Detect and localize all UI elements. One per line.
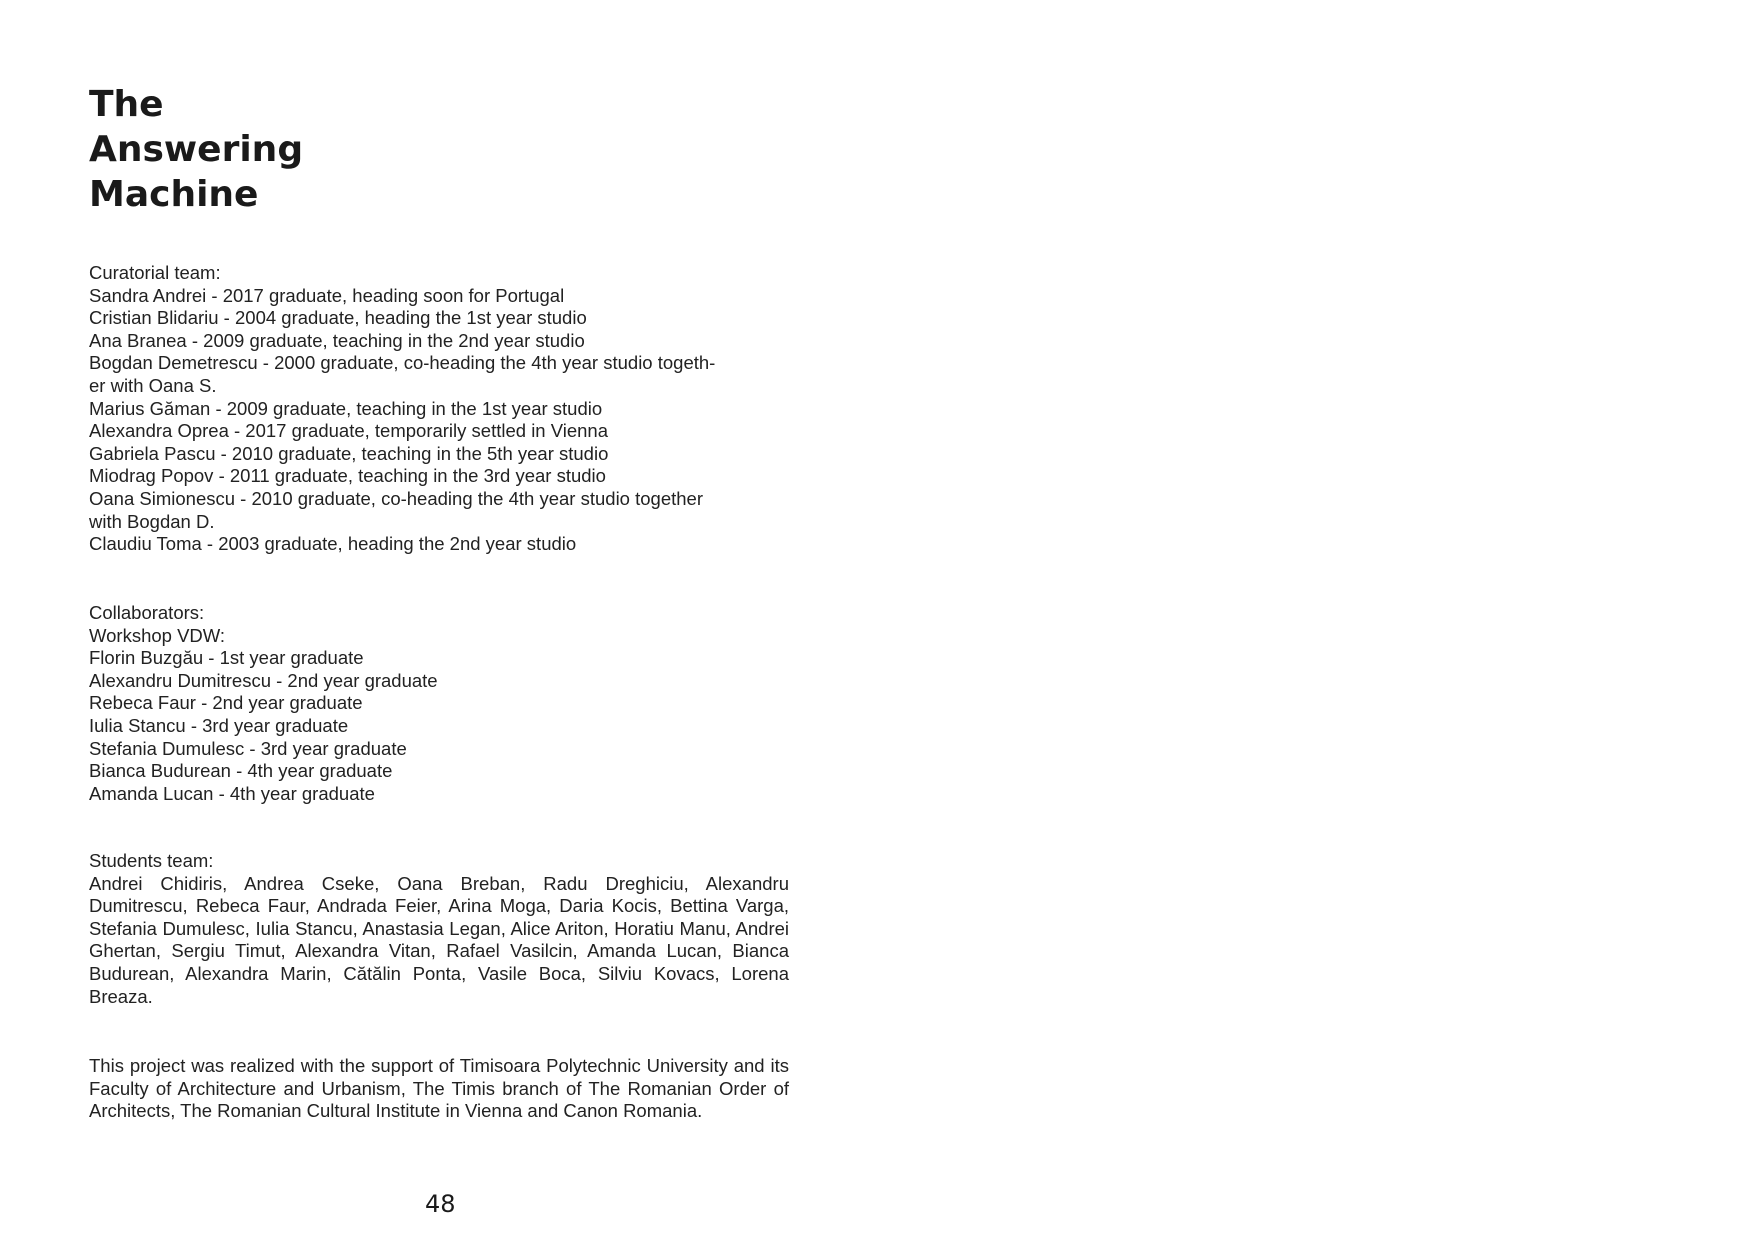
title-line-2: Answering [89,129,304,170]
support-paragraph: This project was realized with the support of Timisoara Polytechnic University and its Faculty of Architecture and Urbanism, The Timis branch of The Romanian Order of Architects, The Romanian Cultural Institute in Vienna and Canon Romania. [89,1055,789,1122]
curatorial-member: Oana Simionescu - 2010 graduate, co-heading the 4th year studio together [89,487,703,509]
curatorial-member: with Bogdan D. [89,510,215,532]
curatorial-member: Sandra Andrei - 2017 graduate, heading soon for Portugal [89,284,565,306]
collaborators-heading: Collaborators: [89,602,205,623]
support-section [89,1055,789,1123]
students-heading: Students team: [89,850,214,871]
curatorial-member: Gabriela Pascu - 2010 graduate, teaching in the 5th year studio [89,442,609,464]
collaborator-member: Amanda Lucan - 4th year graduate [89,782,375,804]
title-line-1: The [89,84,164,125]
page-title [89,82,303,217]
curatorial-member: Cristian Blidariu - 2004 graduate, heading the 1st year studio [89,307,587,329]
curatorial-member: Ana Branea - 2009 graduate, teaching in the 2nd year studio [89,329,585,351]
collaborator-member: Florin Buzgău - 1st year graduate [89,647,364,669]
curatorial-member: Alexandra Oprea - 2017 graduate, temporarily settled in Vienna [89,420,609,442]
collaborator-member: Rebeca Faur - 2nd year graduate [89,692,363,714]
collaborators-section [89,602,789,805]
curatorial-member: Claudiu Toma - 2003 graduate, heading the 2nd year studio [89,533,577,555]
curatorial-member: er with Oana S. [89,374,217,396]
collaborator-member: Alexandru Dumitrescu - 2nd year graduate [89,669,438,691]
curatorial-team-section [89,262,789,556]
page-number: 48 [425,1190,456,1218]
collaborator-member: Stefania Dumulesc - 3rd year graduate [89,737,407,759]
curatorial-member: Miodrag Popov - 2011 graduate, teaching in the 3rd year studio [89,465,606,487]
collaborator-member: Iulia Stancu - 3rd year graduate [89,714,349,736]
workshop-subheading: Workshop VDW: [89,624,226,646]
curatorial-member: Bogdan Demetrescu - 2000 graduate, co-heading the 4th year studio togeth- [89,352,716,374]
curatorial-heading: Curatorial team: [89,262,221,283]
collaborator-member: Bianca Budurean - 4th year graduate [89,760,393,782]
title-line-3: Machine [89,174,259,215]
students-list: Andrei Chidiris, Andrea Cseke, Oana Breban, Radu Dreghiciu, Alexandru Dumitrescu, Rebeca Faur, Andrada Feier, Arina Moga, Daria Kocis, Bettina Varga, Stefania Dumulesc, Iulia Stancu, Anastasia Legan, Alice Ariton, Horatiu Manu, Andrei Ghertan, Sergiu Timut, Alexandra Vitan, Rafael Vasilcin, Amanda Lucan, Bianca Budurean, Alexandra Marin, Cătălin Ponta, Vasile Boca, Silviu Kovacs, Lorena Breaza. [89,872,789,1007]
students-team-section [89,850,789,1008]
curatorial-member: Marius Găman - 2009 graduate, teaching in the 1st year studio [89,397,603,419]
